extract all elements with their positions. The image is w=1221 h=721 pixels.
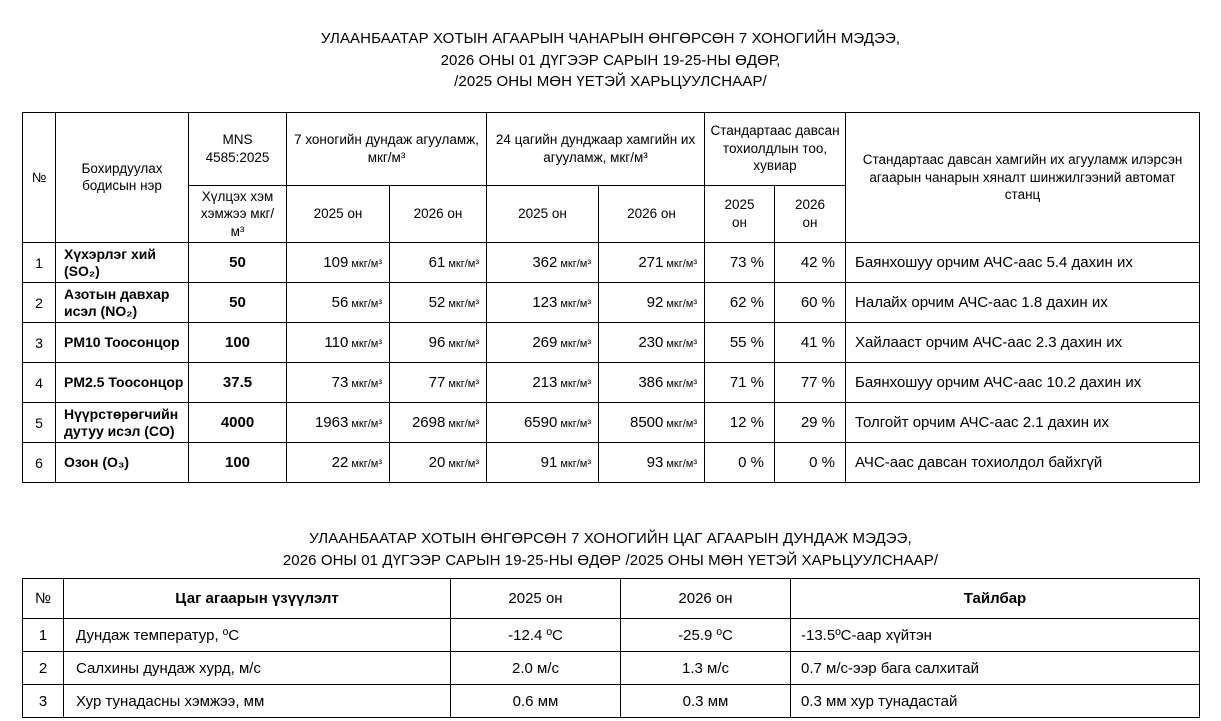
value: 52 [428,293,446,311]
cell-remark: -13.5ºС-аар хүйтэн [791,619,1200,652]
value: 362 [532,253,558,271]
unit-label: мкг/м³ [351,337,382,350]
unit-label: мкг/м³ [666,297,698,310]
col-header-daily-2025: 2025 он [487,185,599,243]
cell-weekly-2026 [390,323,487,363]
cell-weekly-2026 [390,403,487,443]
col-header-exceed-count: Стандартаас давсан тохиолдлын тоо, хувиар [705,112,846,185]
cell-limit: 100 [189,443,287,483]
cell-2026: -25.9 ºС [621,619,791,652]
value: 109 [323,253,349,271]
air-quality-table [22,112,1200,484]
cell-station: Хайлааст орчим АЧС-аас 2.3 дахин их [846,323,1200,363]
cell-weekly-2025 [287,443,390,483]
title-line-1: УЛААНБААТАР ХОТЫН ӨНГӨРСӨН 7 ХОНОГИЙН ЦАГ АГААРЫН ДУНДАЖ МЭДЭЭ, [309,530,912,548]
value: 271 [638,253,664,271]
header-row [23,579,1200,619]
cell-daily-2026 [599,403,705,443]
cell-pct-2026: 42 % [775,243,846,283]
cell-limit: 37.5 [189,363,287,403]
cell-weekly-2026 [390,363,487,403]
cell-remark: 0.7 м/с-ээр бага салхитай [791,652,1200,685]
cell-pollutant-name: Озон (O₃) [56,443,189,483]
col-header-2026: 2026 он [621,579,791,619]
unit-label: мкг/м³ [448,457,480,470]
pollutant-row-so2 [23,243,1200,283]
value: 123 [532,293,558,311]
cell-daily-2025 [487,363,599,403]
cell-2025: 2.0 м/с [451,652,621,685]
cell-station: АЧС-аас давсан тохиолдол байхгүй [846,443,1200,483]
cell-daily-2025 [487,323,599,363]
cell-indicator: Хур тунадасны хэмжээ, мм [64,685,451,718]
unit-label: мкг/м³ [666,417,698,430]
unit-label: мкг/м³ [560,337,592,350]
cell-daily-2026 [599,363,705,403]
pollutant-row-o3 [23,443,1200,483]
weather-row-precipitation [23,685,1200,718]
cell-pct-2026: 29 % [775,403,846,443]
cell-2025: 0.6 мм [451,685,621,718]
pollutant-row-pm25 [23,363,1200,403]
unit-label: мкг/м³ [351,297,382,310]
cell-weekly-2025 [287,323,390,363]
unit-label: мкг/м³ [560,457,592,470]
cell-weekly-2025 [287,403,390,443]
unit-label: мкг/м³ [448,297,480,310]
value: 8500 [629,413,664,431]
cell-limit: 50 [189,283,287,323]
cell-pct-2026: 77 % [775,363,846,403]
cell-pct-2025: 62 % [705,283,775,323]
col-header-2025: 2025 он [451,579,621,619]
cell-daily-2025 [487,443,599,483]
pollutant-row-pm10 [23,323,1200,363]
cell-station: Толгойт орчим АЧС-аас 2.1 дахин их [846,403,1200,443]
value: 386 [638,373,664,391]
col-header-daily-2026: 2026 он [599,185,705,243]
title-line-3: /2025 ОНЫ МӨН ҮЕТЭЙ ХАРЬЦУУЛСНААР/ [454,73,767,90]
cell-daily-2026 [599,323,705,363]
cell-row-number: 4 [23,363,56,403]
cell-pollutant-name: PM10 Тоосонцор [56,323,189,363]
col-header-station: Стандартаас давсан хамгийн их агууламж илэрсэн агаарын чанарын хяналт шинжилгээний автомат станц [846,112,1200,243]
unit-label: мкг/м³ [560,417,592,430]
unit-label: мкг/м³ [448,377,480,390]
cell-pollutant-name: Хүхэрлэг хий (SO₂) [56,243,189,283]
cell-row-number: 3 [23,685,64,718]
cell-pct-2025: 71 % [705,363,775,403]
cell-pollutant-name: Нүүрстөрөгчийн дутуу исэл (CO) [56,403,189,443]
unit-label: мкг/м³ [351,257,382,270]
cell-remark: 0.3 мм хур тунадастай [791,685,1200,718]
value: 93 [646,453,664,471]
cell-row-number: 1 [23,619,64,652]
cell-limit: 50 [189,243,287,283]
cell-station: Баянхошуу орчим АЧС-аас 10.2 дахин их [846,363,1200,403]
cell-daily-2026 [599,443,705,483]
col-header-weekly-2026: 2026 он [390,185,487,243]
cell-weekly-2025 [287,243,390,283]
unit-label: мкг/м³ [448,417,480,430]
unit-label: мкг/м³ [351,457,382,470]
value: 92 [646,293,664,311]
cell-limit: 100 [189,323,287,363]
col-header-weekly-2025: 2025 он [287,185,390,243]
value: 96 [428,333,446,351]
col-header-number: № [23,112,56,243]
cell-row-number: 5 [23,403,56,443]
header-row-top [23,112,1200,185]
cell-indicator: Дундаж температур, ºС [64,619,451,652]
value: 61 [428,253,446,271]
cell-daily-2025 [487,283,599,323]
value: 110 [324,333,349,351]
cell-pct-2025: 12 % [705,403,775,443]
cell-station: Баянхошуу орчим АЧС-аас 5.4 дахин их [846,243,1200,283]
cell-weekly-2025 [287,283,390,323]
cell-row-number: 1 [23,243,56,283]
value: 230 [638,333,664,351]
value: 2698 [411,413,446,431]
col-header-mns-standard: MNS 4585:2025 [189,112,287,185]
value: 77 [428,373,446,391]
cell-limit: 4000 [189,403,287,443]
cell-pct-2025: 55 % [705,323,775,363]
value: 6590 [523,413,558,431]
cell-pollutant-name: PM2.5 Тоосонцор [56,363,189,403]
cell-indicator: Салхины дундаж хурд, м/с [64,652,451,685]
cell-weekly-2026 [390,443,487,483]
value: 91 [540,453,558,471]
cell-pct-2026: 60 % [775,283,846,323]
cell-pollutant-name: Азотын давхар исэл (NO₂) [56,283,189,323]
cell-daily-2025 [487,243,599,283]
unit-label: мкг/м³ [666,377,698,390]
cell-2025: -12.4 ºС [451,619,621,652]
col-header-pct-2025: 2025 он [705,185,775,243]
weather-report-title [0,483,1221,571]
title-line-1: УЛААНБААТАР ХОТЫН АГААРЫН ЧАНАРЫН ӨНГӨРСӨН 7 ХОНОГИЙН МЭДЭЭ, [320,30,901,47]
col-header-weekly-average: 7 хоногийн дундаж агууламж, мкг/м³ [287,112,487,185]
col-header-daily-max: 24 цагийн дунджаар хамгийн их агууламж, мкг/м³ [487,112,705,185]
cell-row-number: 2 [23,652,64,685]
pollutant-row-co [23,403,1200,443]
unit-label: мкг/м³ [666,257,698,270]
cell-row-number: 2 [23,283,56,323]
cell-daily-2026 [599,283,705,323]
weather-row-temperature [23,619,1200,652]
cell-daily-2025 [487,403,599,443]
cell-2026: 0.3 мм [621,685,791,718]
col-header-indicator: Цаг агаарын үзүүлэлт [64,579,451,619]
weather-row-wind [23,652,1200,685]
value: 56 [331,293,349,311]
weather-table [22,578,1200,718]
unit-label: мкг/м³ [448,257,480,270]
unit-label: мкг/м³ [560,297,592,310]
title-line-2: 2026 ОНЫ 01 ДҮГЭЭР САРЫН 19-25-НЫ ӨДӨР, [440,51,781,69]
cell-pct-2025: 0 % [705,443,775,483]
col-header-pct-2026: 2026 он [775,185,846,243]
cell-pct-2026: 0 % [775,443,846,483]
title-line-2: 2026 ОНЫ 01 ДҮГЭЭР САРЫН 19-25-НЫ ӨДӨР /2025 ОНЫ МӨН ҮЕТЭЙ ХАРЬЦУУЛСНААР/ [282,551,939,569]
unit-label: мкг/м³ [351,417,382,430]
col-header-pollutant: Бохирдуулах бодисын нэр [56,112,189,243]
cell-pct-2025: 73 % [705,243,775,283]
pollutant-row-no2 [23,283,1200,323]
unit-label: мкг/м³ [351,377,382,390]
cell-row-number: 6 [23,443,56,483]
value: 1963 [314,413,349,431]
cell-row-number: 3 [23,323,56,363]
unit-label: мкг/м³ [666,457,698,470]
unit-label: мкг/м³ [560,257,592,270]
value: 269 [532,333,558,351]
col-header-number: № [23,579,64,619]
col-header-mns-limit: Хүлцэх хэм хэмжээ мкг/м³ [189,185,287,243]
value: 22 [331,453,349,471]
value: 73 [331,373,349,391]
cell-2026: 1.3 м/с [621,652,791,685]
value: 20 [428,453,446,471]
air-quality-report-title [0,0,1221,93]
unit-label: мкг/м³ [666,337,698,350]
cell-daily-2026 [599,243,705,283]
cell-weekly-2025 [287,363,390,403]
cell-pct-2026: 41 % [775,323,846,363]
cell-weekly-2026 [390,243,487,283]
cell-station: Налайх орчим АЧС-аас 1.8 дахин их [846,283,1200,323]
unit-label: мкг/м³ [448,337,480,350]
value: 213 [532,373,558,391]
col-header-remark: Тайлбар [791,579,1200,619]
cell-weekly-2026 [390,283,487,323]
unit-label: мкг/м³ [560,377,592,390]
